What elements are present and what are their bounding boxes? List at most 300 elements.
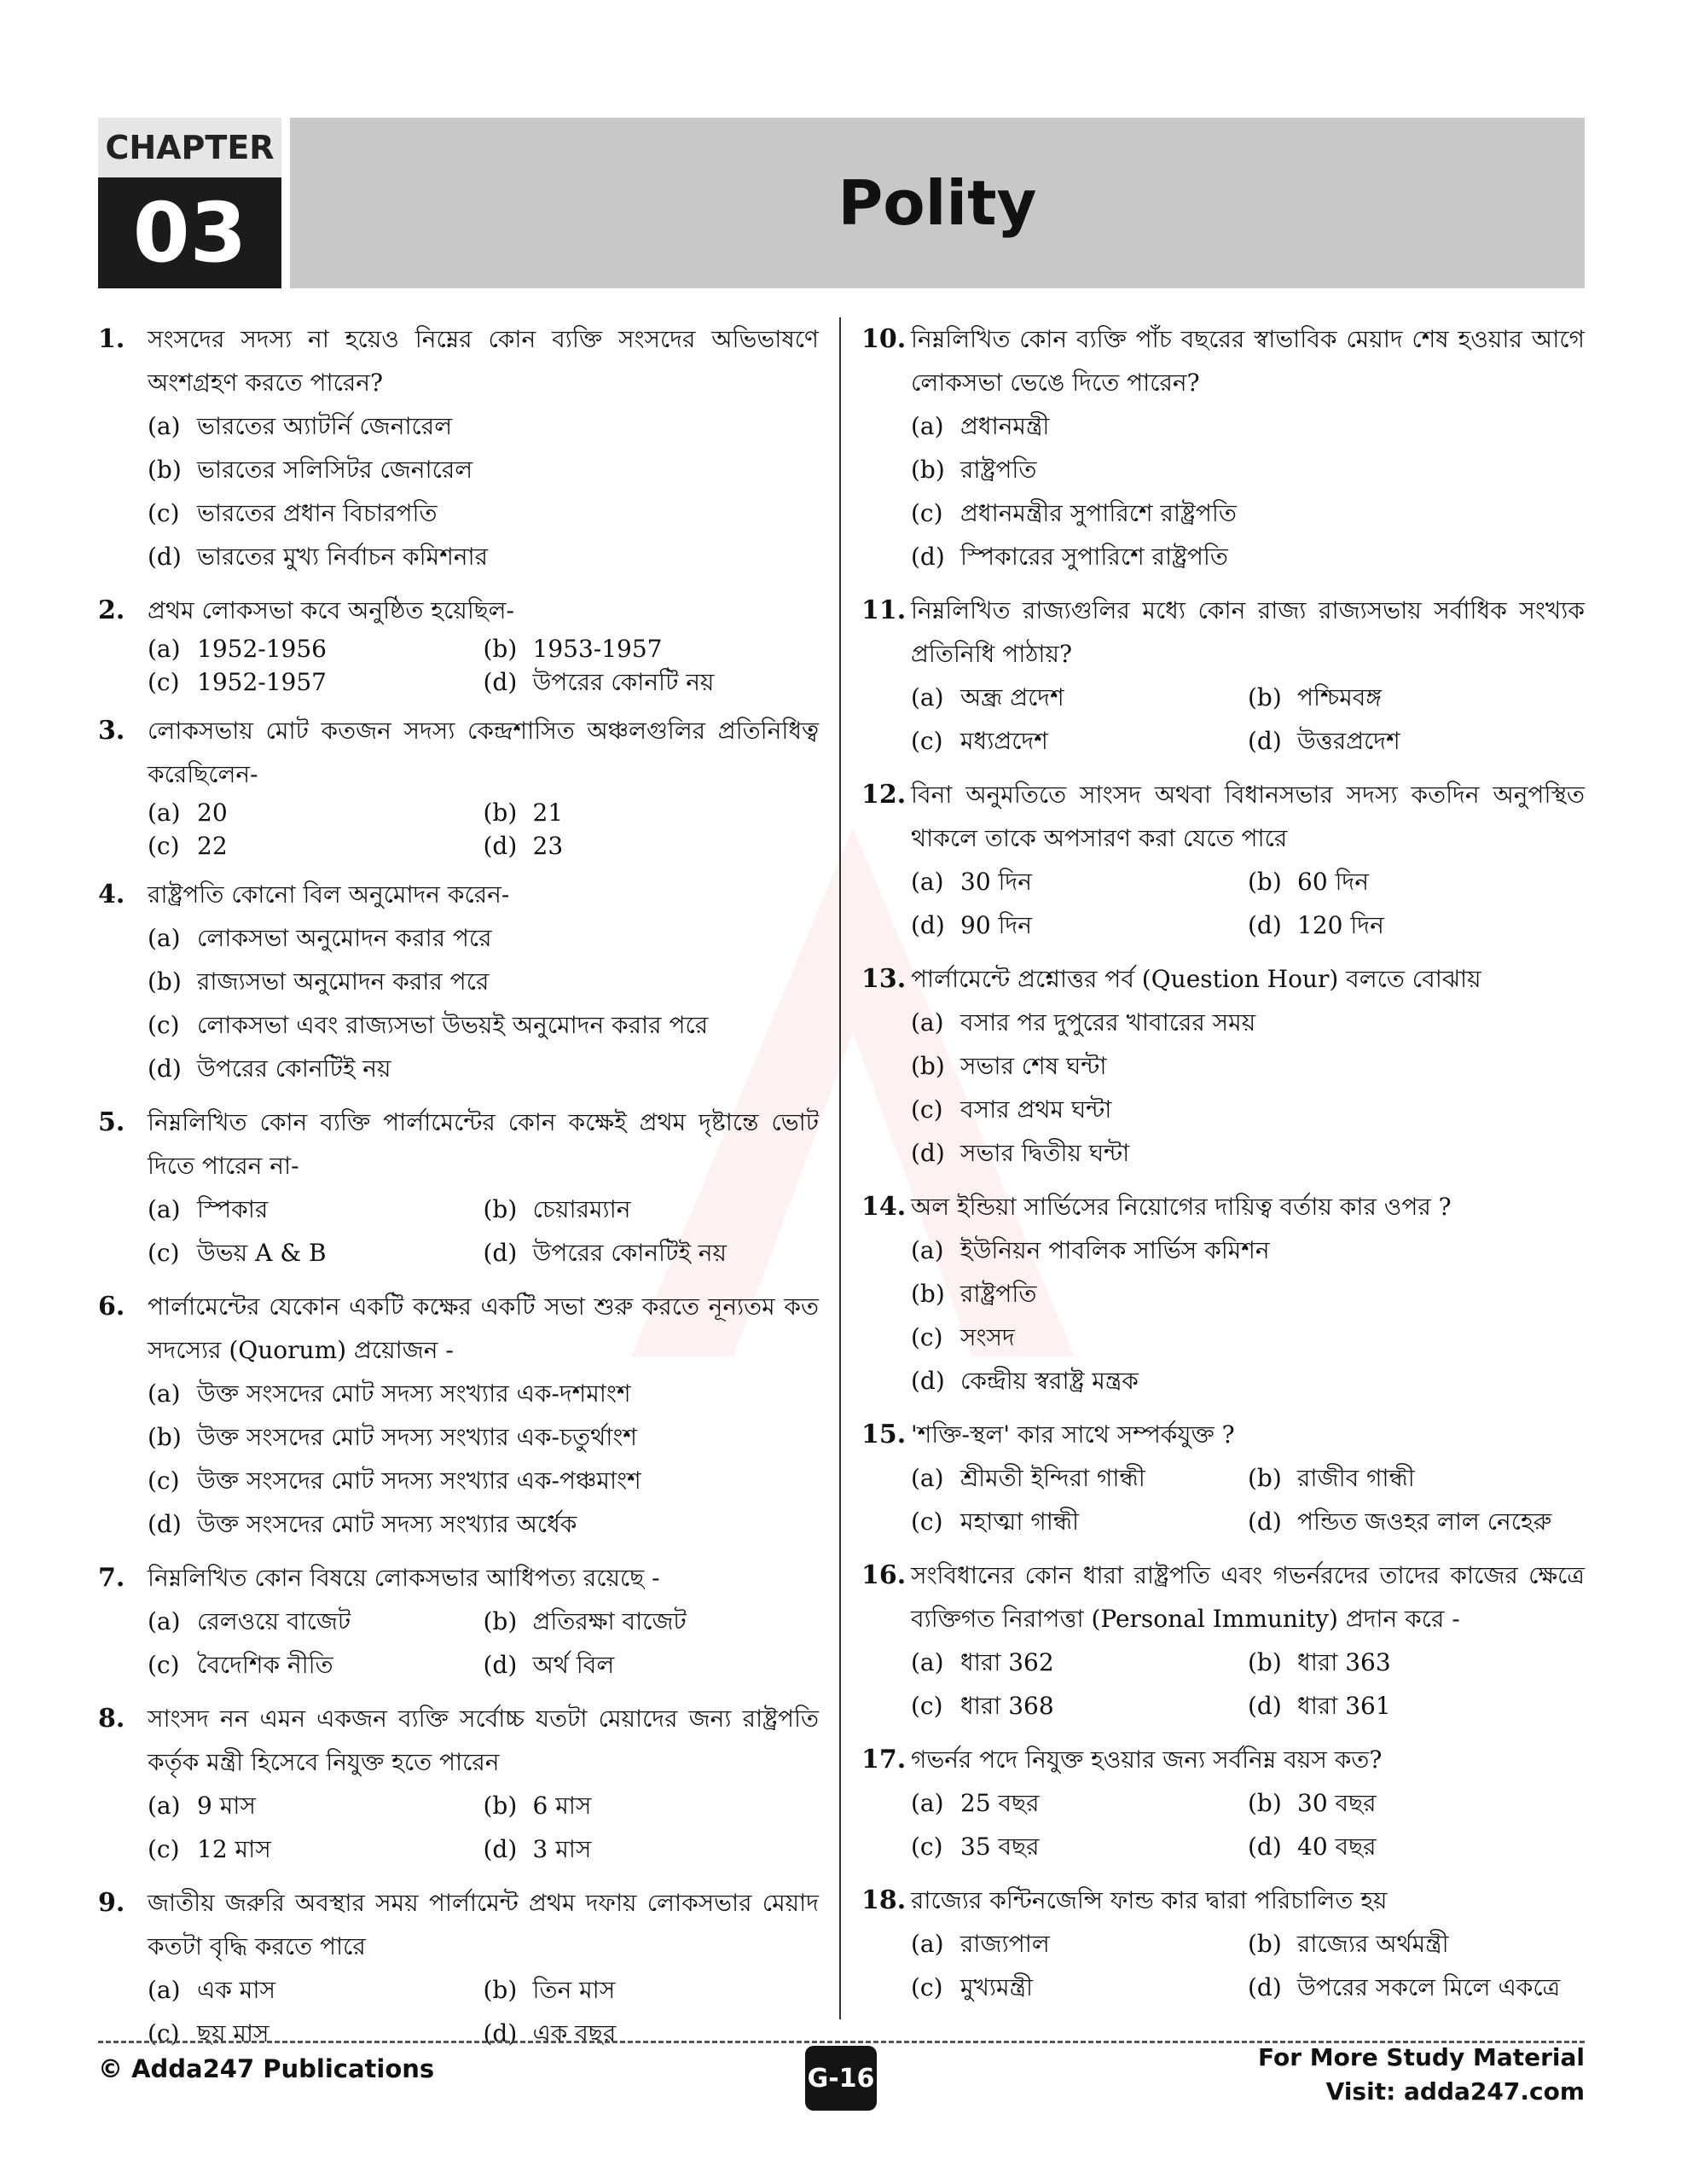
option-label: (a) bbox=[911, 1236, 944, 1264]
option-label: (d) bbox=[483, 832, 518, 860]
answer-option[interactable] bbox=[148, 2012, 484, 2055]
option-label: (a) bbox=[148, 1607, 181, 1635]
option-label: (a) bbox=[148, 635, 181, 663]
question-item bbox=[861, 1879, 1585, 2009]
option-label: (b) bbox=[911, 1280, 945, 1308]
answer-option[interactable] bbox=[484, 1784, 820, 1827]
option-label: (b) bbox=[483, 1792, 518, 1820]
answer-option[interactable] bbox=[484, 1643, 820, 1687]
options-list bbox=[148, 916, 819, 1090]
option-text: প্রধানমন্ত্রীর সুপারিশে রাষ্ট্রপতি bbox=[960, 499, 1237, 527]
options-list bbox=[911, 860, 1585, 947]
option-label: (a) bbox=[148, 1976, 181, 2004]
option-label: (b) bbox=[911, 1052, 945, 1080]
option-label: (a) bbox=[148, 412, 181, 440]
option-text: লোকসভা অনুমোদন করার পরে bbox=[197, 924, 492, 952]
question-number: 11. bbox=[861, 595, 907, 625]
options-list bbox=[911, 1641, 1585, 1728]
option-text: 12 মাস bbox=[197, 1835, 271, 1863]
question-text: গভর্নর পদে নিযুক্ত হওয়ার জন্য সর্বনিম্ন বয়স কত? bbox=[911, 1745, 1383, 1774]
option-label: (b) bbox=[911, 456, 945, 484]
question-item bbox=[98, 1101, 819, 1275]
question-text: লোকসভায় মোট কতজন সদস্য কেন্দ্রশাসিত অঞ্চলগুলির প্রতিনিধিত্ব করেছিলেন- bbox=[148, 717, 819, 788]
question-text: নিম্নলিখিত কোন ব্যক্তি পার্লামেন্টের কোন কক্ষেই প্রথম দৃষ্টান্তে ভোট দিতে পারেন না- bbox=[148, 1108, 819, 1180]
option-label: (c) bbox=[148, 1835, 180, 1863]
option-text: শ্রীমতী ইন্দিরা গান্ধী bbox=[960, 1464, 1145, 1492]
copyright-text: © Adda247 Publications bbox=[98, 2054, 435, 2083]
answer-option[interactable] bbox=[148, 535, 819, 578]
option-label: (d) bbox=[483, 1651, 518, 1679]
options-list bbox=[148, 1372, 819, 1546]
answer-option[interactable] bbox=[148, 829, 484, 863]
answer-option[interactable] bbox=[148, 1231, 484, 1275]
option-text: সংসদ bbox=[960, 1323, 1015, 1351]
question-item bbox=[98, 317, 819, 578]
question-number: 5. bbox=[98, 1107, 125, 1137]
option-text: উক্ত সংসদের মোট সদস্য সংখ্যার এক-দশমাংশ bbox=[197, 1380, 631, 1408]
answer-option[interactable] bbox=[1248, 1500, 1585, 1543]
option-label: (a) bbox=[911, 1008, 944, 1037]
answer-option[interactable] bbox=[148, 491, 819, 535]
option-text: ভারতের প্রধান বিচারপতি bbox=[197, 499, 438, 527]
column-divider bbox=[839, 317, 841, 2019]
option-label: (d) bbox=[1248, 1692, 1282, 1720]
answer-option[interactable] bbox=[911, 1500, 1248, 1543]
option-text: রাজ্যপাল bbox=[960, 1930, 1050, 1958]
option-text: 9 মাস bbox=[197, 1792, 256, 1820]
question-item bbox=[861, 1554, 1585, 1728]
question-text: বিনা অনুমতিতে সাংসদ অথবা বিধানসভার সদস্য কতদিন অনুপস্থিত থাকলে তাকে অপসারণ করা যেতে পারে bbox=[911, 781, 1585, 852]
option-label: (c) bbox=[911, 1692, 943, 1720]
option-label: (c) bbox=[148, 668, 180, 696]
option-label: (d) bbox=[148, 1054, 182, 1083]
option-text: 30 বছর bbox=[1297, 1789, 1377, 1817]
question-number: 1. bbox=[98, 324, 125, 354]
option-text: 22 bbox=[197, 832, 228, 860]
option-text: উক্ত সংসদের মোট সদস্য সংখ্যার এক-চতুর্থাংশ bbox=[197, 1423, 637, 1451]
answer-option[interactable] bbox=[1248, 719, 1585, 763]
question-number: 14. bbox=[861, 1192, 907, 1222]
answer-option[interactable] bbox=[911, 860, 1248, 903]
option-label: (b) bbox=[1248, 1789, 1282, 1817]
option-text: এক বছর bbox=[532, 2019, 617, 2048]
option-text: মধ্যপ্রদেশ bbox=[960, 727, 1048, 755]
option-label: (b) bbox=[148, 1423, 182, 1451]
option-text: স্পিকার bbox=[197, 1195, 269, 1223]
option-text: কেন্দ্রীয় স্বরাষ্ট্র মন্ত্রক bbox=[960, 1367, 1139, 1395]
question-item bbox=[861, 957, 1585, 1175]
left-question-column bbox=[98, 317, 819, 2065]
answer-option[interactable] bbox=[148, 1827, 484, 1871]
option-text: চেয়ারম্যান bbox=[532, 1195, 631, 1223]
question-text: 'শক্তি-স্থল' কার সাথে সম্পর্কযুক্ত ? bbox=[911, 1420, 1235, 1449]
option-text: মহাত্মা গান্ধী bbox=[960, 1507, 1080, 1536]
option-text: ভারতের মুখ্য নির্বাচন কমিশনার bbox=[197, 543, 488, 571]
answer-option[interactable] bbox=[148, 448, 819, 491]
option-text: উপরের কোনটিই নয় bbox=[532, 1239, 727, 1267]
right-question-column bbox=[861, 317, 1585, 2019]
question-number: 18. bbox=[861, 1885, 907, 1915]
options-list bbox=[911, 1001, 1585, 1175]
option-label: (d) bbox=[1248, 727, 1282, 755]
question-number: 2. bbox=[98, 595, 125, 625]
option-text: ভারতের অ্যাটর্নি জেনারেল bbox=[197, 412, 453, 440]
option-text: 25 বছর bbox=[960, 1789, 1040, 1817]
answer-option[interactable] bbox=[911, 1456, 1248, 1500]
answer-option[interactable] bbox=[148, 1188, 484, 1231]
option-text: পন্ডিত জওহর লাল নেহেরু bbox=[1297, 1507, 1552, 1536]
option-label: (d) bbox=[483, 668, 518, 696]
answer-option[interactable] bbox=[1248, 903, 1585, 947]
question-text: সংবিধানের কোন ধারা রাষ্ট্রপতি এবং গভর্নরদের তাদের কাজের ক্ষেত্রে ব্যক্তিগত নিরাপত্তা (Personal Immunity) প্রদান করে - bbox=[911, 1561, 1585, 1633]
question-text: নিম্নলিখিত রাজ্যগুলির মধ্যে কোন রাজ্য রাজ্যসভায় সর্বাধিক সংখ্যক প্রতিনিধি পাঠায়? bbox=[911, 596, 1585, 668]
answer-option[interactable] bbox=[484, 829, 820, 863]
option-text: ধারা 362 bbox=[960, 1648, 1054, 1676]
option-text: উপরের সকলে মিলে একত্রে bbox=[1297, 1973, 1561, 2001]
option-text: পশ্চিমবঙ্গ bbox=[1297, 683, 1382, 712]
answer-option[interactable] bbox=[911, 1228, 1585, 1272]
answer-option[interactable] bbox=[148, 916, 819, 960]
option-text: সভার শেষ ঘন্টা bbox=[960, 1052, 1107, 1080]
options-list bbox=[148, 1600, 819, 1687]
option-text: রাষ্ট্রপতি bbox=[960, 456, 1037, 484]
options-list bbox=[148, 1784, 819, 1871]
answer-option[interactable] bbox=[1248, 1825, 1585, 1868]
question-number: 13. bbox=[861, 964, 907, 994]
option-text: 30 দিন bbox=[960, 868, 1032, 896]
option-text: তিন মাস bbox=[532, 1976, 616, 2004]
options-list bbox=[911, 404, 1585, 578]
option-label: (d) bbox=[911, 911, 945, 939]
answer-option[interactable] bbox=[1248, 1456, 1585, 1500]
answer-option[interactable] bbox=[484, 1600, 820, 1643]
answer-option[interactable] bbox=[911, 1272, 1585, 1316]
answer-option[interactable] bbox=[911, 404, 1585, 448]
answer-option[interactable] bbox=[911, 1316, 1585, 1359]
option-text: 90 দিন bbox=[960, 911, 1032, 939]
answer-option[interactable] bbox=[484, 632, 820, 665]
answer-option[interactable] bbox=[484, 2012, 820, 2055]
question-text: জাতীয় জরুরি অবস্থার সময় পার্লামেন্ট প্রথম দফায় লোকসভার মেয়াদ কতটা বৃদ্ধি করতে পারে bbox=[148, 1889, 819, 1960]
question-item bbox=[861, 1413, 1585, 1543]
option-text: 23 bbox=[532, 832, 564, 860]
option-label: (b) bbox=[483, 635, 518, 663]
option-label: (c) bbox=[911, 1095, 943, 1124]
option-label: (d) bbox=[483, 1239, 518, 1267]
option-label: (b) bbox=[1248, 683, 1282, 712]
question-item bbox=[861, 1185, 1585, 1403]
option-text: 6 মাস bbox=[532, 1792, 592, 1820]
question-number: 9. bbox=[98, 1888, 125, 1918]
option-label: (a) bbox=[911, 1648, 944, 1676]
answer-option[interactable] bbox=[1248, 1684, 1585, 1728]
options-list bbox=[911, 1922, 1585, 2009]
option-label: (d) bbox=[911, 1367, 945, 1395]
question-item bbox=[98, 1556, 819, 1687]
option-text: ভারতের সলিসিটর জেনারেল bbox=[197, 456, 473, 484]
option-text: 3 মাস bbox=[532, 1835, 592, 1863]
options-list bbox=[911, 1456, 1585, 1543]
question-text: প্রথম লোকসভা কবে অনুষ্ঠিত হয়েছিল- bbox=[148, 596, 514, 624]
option-text: 35 বছর bbox=[960, 1833, 1040, 1861]
answer-option[interactable] bbox=[484, 1827, 820, 1871]
option-label: (b) bbox=[483, 1976, 518, 2004]
option-label: (a) bbox=[148, 799, 181, 827]
question-number: 15. bbox=[861, 1420, 907, 1449]
option-label: (b) bbox=[483, 799, 518, 827]
question-number: 6. bbox=[98, 1292, 125, 1321]
option-label: (a) bbox=[911, 868, 944, 896]
option-text: অন্ধ্র প্রদেশ bbox=[960, 683, 1064, 712]
answer-option[interactable] bbox=[148, 1415, 819, 1459]
option-label: (c) bbox=[148, 1651, 180, 1679]
option-label: (c) bbox=[148, 2019, 180, 2048]
question-text: পার্লামেন্টে প্রশ্নোত্তর পর্ব (Question Hour) বলতে বোঝায় bbox=[911, 965, 1481, 993]
chapter-header bbox=[98, 118, 1585, 288]
answer-option[interactable] bbox=[911, 1044, 1585, 1088]
question-number: 7. bbox=[98, 1563, 125, 1593]
option-label: (a) bbox=[148, 1195, 181, 1223]
option-label: (b) bbox=[148, 456, 182, 484]
option-label: (c) bbox=[148, 499, 180, 527]
option-text: উপরের কোনটি নয় bbox=[532, 668, 715, 696]
option-label: (c) bbox=[911, 1973, 943, 2001]
answer-option[interactable] bbox=[1248, 1922, 1585, 1966]
answer-option[interactable] bbox=[148, 1600, 484, 1643]
question-item bbox=[861, 1738, 1585, 1868]
question-item bbox=[861, 317, 1585, 578]
answer-option[interactable] bbox=[911, 1359, 1585, 1403]
option-text: সভার দ্বিতীয় ঘন্টা bbox=[960, 1139, 1130, 1167]
option-text: বৈদেশিক নীতি bbox=[197, 1651, 333, 1679]
question-number: 12. bbox=[861, 780, 907, 810]
option-text: ধারা 368 bbox=[960, 1692, 1054, 1720]
answer-option[interactable] bbox=[911, 535, 1585, 578]
answer-option[interactable] bbox=[911, 1001, 1585, 1044]
answer-option[interactable] bbox=[911, 491, 1585, 535]
option-label: (b) bbox=[483, 1607, 518, 1635]
option-label: (a) bbox=[911, 1930, 944, 1958]
option-label: (d) bbox=[148, 543, 182, 571]
question-item bbox=[98, 589, 819, 699]
options-list bbox=[148, 796, 819, 863]
option-label: (b) bbox=[1248, 1464, 1282, 1492]
option-text: ছয় মাস bbox=[197, 2019, 270, 2048]
answer-option[interactable] bbox=[911, 1781, 1248, 1825]
option-text: রাজ্যের অর্থমন্ত্রী bbox=[1297, 1930, 1449, 1958]
answer-option[interactable] bbox=[484, 665, 820, 699]
option-text: স্পিকারের সুপারিশে রাষ্ট্রপতি bbox=[960, 543, 1228, 571]
answer-option[interactable] bbox=[911, 676, 1248, 719]
answer-option[interactable] bbox=[911, 1131, 1585, 1175]
option-text: বসার প্রথম ঘন্টা bbox=[960, 1095, 1112, 1124]
option-text: 60 দিন bbox=[1297, 868, 1369, 896]
option-label: (a) bbox=[148, 1380, 181, 1408]
answer-option[interactable] bbox=[911, 1684, 1248, 1728]
answer-option[interactable] bbox=[1248, 1781, 1585, 1825]
option-label: (d) bbox=[1248, 911, 1282, 939]
answer-option[interactable] bbox=[148, 404, 819, 448]
answer-option[interactable] bbox=[148, 960, 819, 1003]
answer-option[interactable] bbox=[148, 665, 484, 699]
option-text: ধারা 363 bbox=[1297, 1648, 1391, 1676]
question-text: সাংসদ নন এমন একজন ব্যক্তি সর্বোচ্চ যতটা মেয়াদের জন্য রাষ্ট্রপতি কর্তৃক মন্ত্রী হিসেবে নিযুক্ত হতে পারেন bbox=[148, 1705, 819, 1776]
option-text: উক্ত সংসদের মোট সদস্য সংখ্যার অর্ধেক bbox=[197, 1510, 577, 1538]
answer-option[interactable] bbox=[911, 1088, 1585, 1131]
answer-option[interactable] bbox=[148, 796, 484, 829]
answer-option[interactable] bbox=[148, 632, 484, 665]
option-label: (b) bbox=[1248, 868, 1282, 896]
option-text: 40 বছর bbox=[1297, 1833, 1377, 1861]
option-label: (d) bbox=[911, 1139, 945, 1167]
option-label: (c) bbox=[911, 1833, 943, 1861]
option-text: অর্থ বিল bbox=[532, 1651, 615, 1679]
answer-option[interactable] bbox=[148, 1003, 819, 1047]
answer-option[interactable] bbox=[148, 1372, 819, 1415]
option-text: 1952-1956 bbox=[197, 635, 327, 663]
study-material-note bbox=[1258, 2041, 1585, 2109]
question-number: 4. bbox=[98, 880, 125, 909]
answer-option[interactable] bbox=[148, 1502, 819, 1546]
option-label: (d) bbox=[911, 543, 945, 571]
answer-option[interactable] bbox=[911, 1922, 1248, 1966]
question-number: 16. bbox=[861, 1560, 907, 1590]
option-text: বসার পর দুপুরের খাবারের সময় bbox=[960, 1008, 1256, 1037]
option-label: (b) bbox=[148, 967, 182, 996]
question-item bbox=[98, 1285, 819, 1546]
answer-option[interactable] bbox=[484, 1188, 820, 1231]
option-text: 21 bbox=[532, 799, 564, 827]
option-text: উত্তরপ্রদেশ bbox=[1297, 727, 1400, 755]
option-label: (c) bbox=[148, 1011, 180, 1039]
question-number: 3. bbox=[98, 716, 125, 746]
option-text: রাজীব গান্ধী bbox=[1297, 1464, 1415, 1492]
option-text: উক্ত সংসদের মোট সদস্য সংখ্যার এক-পঞ্চমাংশ bbox=[197, 1467, 641, 1495]
chapter-title-band bbox=[290, 118, 1585, 288]
option-label: (c) bbox=[911, 499, 943, 527]
option-text: উভয় A & B bbox=[197, 1239, 327, 1267]
option-label: (c) bbox=[148, 1467, 180, 1495]
question-number: 8. bbox=[98, 1704, 125, 1734]
option-text: রাজ্যসভা অনুমোদন করার পরে bbox=[197, 967, 490, 996]
options-list bbox=[148, 1188, 819, 1275]
option-text: লোকসভা এবং রাজ্যসভা উভয়ই অনুমোদন করার পরে bbox=[197, 1011, 709, 1039]
answer-option[interactable] bbox=[484, 1231, 820, 1275]
option-text: প্রধানমন্ত্রী bbox=[960, 412, 1050, 440]
option-label: (a) bbox=[148, 1792, 181, 1820]
option-label: (b) bbox=[1248, 1648, 1282, 1676]
answer-option[interactable] bbox=[911, 903, 1248, 947]
question-text: রাষ্ট্রপতি কোনো বিল অনুমোদন করেন- bbox=[148, 880, 510, 909]
option-label: (a) bbox=[911, 1789, 944, 1817]
options-list bbox=[911, 1781, 1585, 1868]
option-text: রেলওয়ে বাজেট bbox=[197, 1607, 351, 1635]
answer-option[interactable] bbox=[148, 1643, 484, 1687]
option-text: 120 দিন bbox=[1297, 911, 1384, 939]
options-list bbox=[148, 632, 819, 699]
chapter-label: CHAPTER bbox=[98, 118, 281, 177]
answer-option[interactable] bbox=[148, 1784, 484, 1827]
answer-option[interactable] bbox=[148, 1047, 819, 1090]
option-text: ধারা 361 bbox=[1297, 1692, 1391, 1720]
option-label: (a) bbox=[911, 1464, 944, 1492]
options-list bbox=[148, 404, 819, 578]
option-text: রাষ্ট্রপতি bbox=[960, 1280, 1037, 1308]
question-text: অল ইন্ডিয়া সার্ভিসের নিয়োগের দায়িত্ব বর্তায় কার ওপর ? bbox=[911, 1193, 1452, 1221]
question-number: 17. bbox=[861, 1745, 907, 1774]
question-text: সংসদের সদস্য না হয়েও নিম্নের কোন ব্যক্তি সংসদের অভিভাষণে অংশগ্রহণ করতে পারেন? bbox=[148, 325, 819, 397]
option-label: (b) bbox=[1248, 1930, 1282, 1958]
option-label: (a) bbox=[911, 683, 944, 712]
answer-option[interactable] bbox=[911, 448, 1585, 491]
answer-option[interactable] bbox=[484, 1968, 820, 2012]
option-label: (c) bbox=[148, 1239, 180, 1267]
question-text: নিম্নলিখিত কোন বিষয়ে লোকসভার আধিপত্য রয়েছে - bbox=[148, 1564, 660, 1592]
option-label: (c) bbox=[911, 1323, 943, 1351]
option-label: (d) bbox=[1248, 1973, 1282, 2001]
answer-option[interactable] bbox=[1248, 860, 1585, 903]
question-text: পার্লামেন্টের যেকোন একটি কক্ষের একটি সভা শুরু করতে নূন্যতম কত সদস্যের (Quorum) প্রয়োজন - bbox=[148, 1292, 819, 1364]
options-list bbox=[911, 1228, 1585, 1403]
answer-option[interactable] bbox=[911, 719, 1248, 763]
question-item bbox=[98, 1697, 819, 1871]
option-label: (d) bbox=[483, 1835, 518, 1863]
option-text: মুখ্যমন্ত্রী bbox=[960, 1973, 1034, 2001]
option-text: এক মাস bbox=[197, 1976, 275, 2004]
option-text: 1952-1957 bbox=[197, 668, 327, 696]
answer-option[interactable] bbox=[911, 1966, 1248, 2009]
option-text: প্রতিরক্ষা বাজেট bbox=[532, 1607, 687, 1635]
question-item bbox=[98, 873, 819, 1090]
option-text: 20 bbox=[197, 799, 228, 827]
answer-option[interactable] bbox=[148, 1968, 484, 2012]
chapter-title: Polity bbox=[838, 167, 1037, 239]
answer-option[interactable] bbox=[148, 1459, 819, 1502]
option-text: 1953-1957 bbox=[532, 635, 663, 663]
option-label: (b) bbox=[483, 1195, 518, 1223]
question-item bbox=[98, 709, 819, 863]
option-text: ইউনিয়ন পাবলিক সার্ভিস কমিশন bbox=[960, 1236, 1270, 1264]
answer-option[interactable] bbox=[911, 1825, 1248, 1868]
answer-option[interactable] bbox=[1248, 1641, 1585, 1684]
option-label: (a) bbox=[148, 924, 181, 952]
option-label: (c) bbox=[911, 727, 943, 755]
question-item bbox=[861, 589, 1585, 763]
option-label: (d) bbox=[483, 2019, 518, 2048]
option-label: (d) bbox=[1248, 1507, 1282, 1536]
options-list bbox=[911, 676, 1585, 763]
page-number-badge: G-16 bbox=[805, 2046, 877, 2111]
option-label: (c) bbox=[911, 1507, 943, 1536]
answer-option[interactable] bbox=[911, 1641, 1248, 1684]
question-text: নিম্নলিখিত কোন ব্যক্তি পাঁচ বছরের স্বাভাবিক মেয়াদ শেষ হওয়ার আগে লোকসভা ভেঙে দিতে পারেন? bbox=[911, 325, 1585, 397]
answer-option[interactable] bbox=[484, 796, 820, 829]
question-item bbox=[861, 773, 1585, 947]
question-number: 10. bbox=[861, 324, 907, 354]
answer-option[interactable] bbox=[1248, 1966, 1585, 2009]
chapter-number: 03 bbox=[98, 177, 281, 288]
option-label: (d) bbox=[148, 1510, 182, 1538]
option-label: (c) bbox=[148, 832, 180, 860]
question-item bbox=[98, 1881, 819, 2055]
website-link[interactable]: Visit: adda247.com bbox=[1325, 2077, 1585, 2106]
option-label: (d) bbox=[1248, 1833, 1282, 1861]
option-text: উপরের কোনটিই নয় bbox=[197, 1054, 391, 1083]
question-text: রাজ্যের কন্টিনজেন্সি ফান্ড কার দ্বারা পরিচালিত হয় bbox=[911, 1886, 1388, 1914]
answer-option[interactable] bbox=[1248, 676, 1585, 719]
study-material-line: For More Study Material bbox=[1258, 2043, 1585, 2071]
option-label: (a) bbox=[911, 412, 944, 440]
